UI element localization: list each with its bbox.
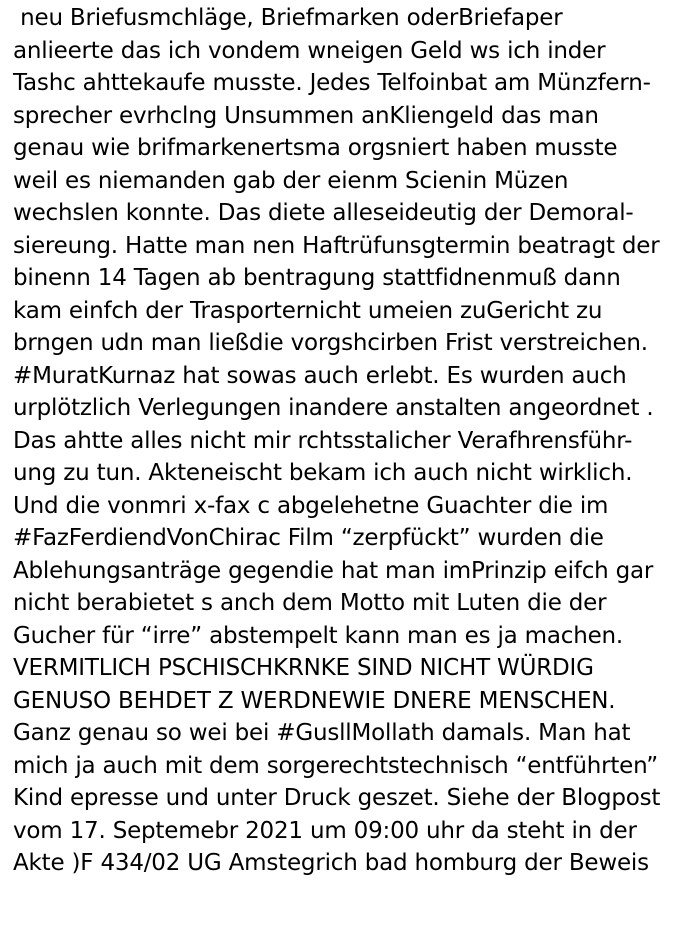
text-line: weil es niemanden gab der eienm Scienin Müzen — [13, 167, 569, 194]
text-line: #FazFerdiendVonChirac Film “zerpfückt” wurden die — [13, 525, 604, 551]
text-line: VERMITLICH PSCHISCHKRNKE SIND NICHT WÜRDIG — [13, 655, 594, 681]
text-line: vom 17. Septemebr 2021 um 09:00 uhr da steht in der — [13, 817, 637, 844]
text-line: anlieerte das ich vondem wneigen Geld ws ich inder — [13, 37, 606, 64]
text-line: Ganz genau so wei bei #GusllMollath damals. Man hat — [13, 720, 631, 746]
text-line: Ablehungsanträge gegendie hat man imPrinzip eifch gar — [13, 557, 654, 584]
text-line: wechslen konnte. Das diete alleseideutig der Demoral- — [13, 200, 634, 226]
text-line: sprecher evrhclng Unsummen anKliengeld das man — [13, 102, 599, 129]
text-line: Kind epresse und unter Druck geszet. Siehe der Blogpost — [13, 785, 661, 811]
body-text — [13, 2, 681, 880]
text-line: binenn 14 Tagen ab bentragung stattfidnenmuß dann — [13, 265, 621, 291]
text-line: Gucher für “irre” abstempelt kann man es ja machen. — [13, 622, 624, 649]
text-line: nicht berabietet s anch dem Motto mit Luten die der — [13, 590, 607, 616]
text-line: kam einfch der Trasporternicht umeien zuGericht zu — [13, 297, 603, 324]
text-line: #MuratKurnaz hat sowas auch erlebt. Es wurden auch — [13, 362, 627, 389]
text-line: Und die vonmri x-fax c abgelehetne Guachter die im — [13, 492, 609, 519]
text-line: Tashc ahttekaufe musste. Jedes Telfoinbat am Münzfern- — [13, 70, 651, 96]
text-line: ung zu tun. Akteneischt bekam ich auch nicht wirklich. — [13, 460, 633, 486]
text-line: neu Briefusmchläge, Briefmarken oderBriefaper — [13, 5, 563, 31]
text-line: siereung. Hatte man nen Haftrüfunsgtermin beatragt der — [13, 232, 660, 259]
text-line: GENUSO BEHDET Z WERDNEWIE DNERE MENSCHEN. — [13, 687, 616, 714]
text-line: urplötzlich Verlegungen inandere anstalten angeordnet . — [13, 395, 654, 421]
text-line: mich ja auch mit dem sorgerechtstechnisch “entführten” — [13, 752, 658, 779]
text-line: Akte )F 434/02 UG Amstegrich bad homburg der Beweis — [13, 850, 649, 876]
text-line: brngen udn man ließdie vorgshcirben Frist verstreichen. — [13, 330, 648, 356]
text-line: genau wie brifmarkenertsma orgsniert haben musste — [13, 135, 618, 161]
text-line: Das ahtte alles nicht mir rchtsstalicher Verafhrensführ- — [13, 427, 633, 454]
